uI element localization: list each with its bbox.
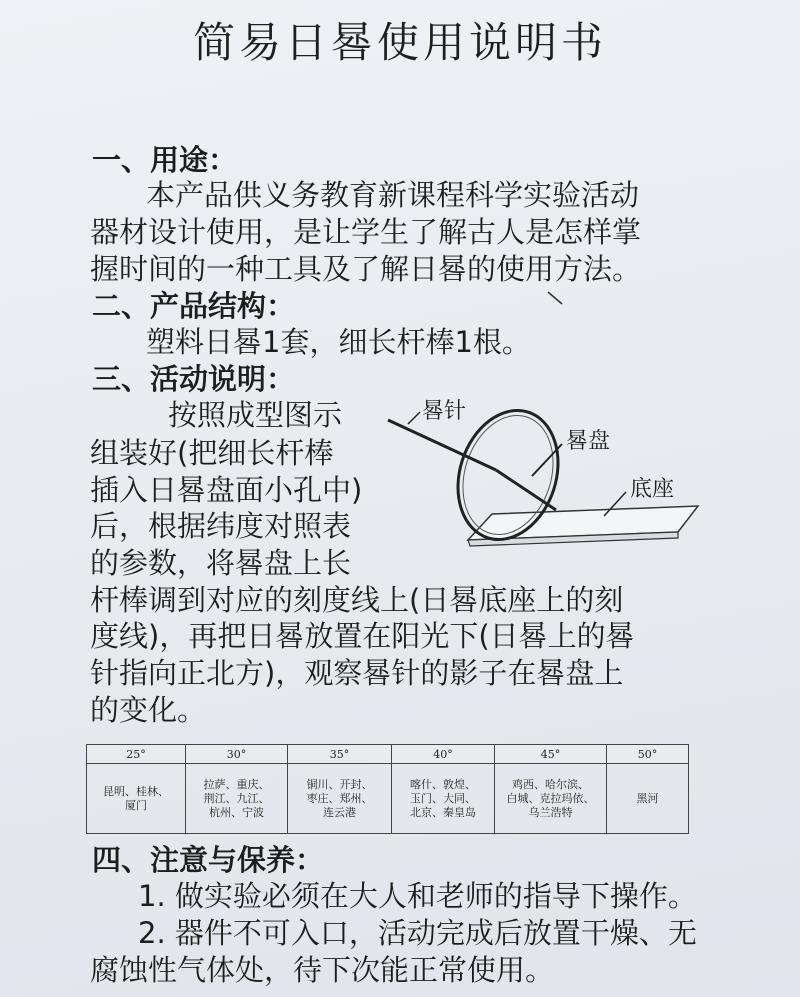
latitude-header: 35°	[288, 745, 392, 764]
paragraph-line: 度线)，再把日晷放置在阳光下(日晷上的晷	[90, 619, 635, 653]
latitude-header: 45°	[495, 745, 607, 764]
paragraph-line: 塑料日晷1套，细长杆棒1根。	[146, 325, 531, 359]
sundial-diagram	[380, 398, 700, 558]
needle-label: 晷针	[422, 399, 467, 424]
latitude-header: 40°	[392, 745, 495, 764]
city-cell: 铜川、开封、 枣庄、郑州、 连云港	[288, 764, 392, 834]
latitude-table	[86, 744, 689, 834]
paragraph-line: 的参数，将晷盘上长	[90, 546, 352, 580]
paragraph-line: 本产品供义务教育新课程科学实验活动	[146, 178, 640, 212]
paragraph-line: 针指向正北方)，观察晷针的影子在晷盘上	[90, 656, 624, 690]
city-cell: 鸡西、哈尔滨、 白城、克拉玛依、 乌兰浩特	[495, 764, 607, 834]
section-heading-care: 四、注意与保养：	[92, 843, 325, 877]
paragraph-line: 握时间的一种工具及了解日晷的使用方法。	[90, 252, 642, 286]
page-title: 简易日晷使用说明书	[192, 18, 607, 67]
paragraph-line: 插入日晷盘面小孔中)	[90, 473, 363, 507]
city-cell: 喀什、敦煌、 玉门、大同、 北京、秦皇岛	[392, 764, 495, 834]
paragraph-line: 杆棒调到对应的刻度线上(日晷底座上的刻	[90, 583, 624, 617]
paragraph-line: 1. 做实验必须在大人和老师的指导下操作。	[138, 879, 697, 913]
paragraph-line: 器材设计使用，是让学生了解古人是怎样掌	[90, 215, 642, 249]
city-cell: 昆明、桂林、 厦门	[87, 764, 186, 834]
needle-rod-back	[496, 470, 556, 510]
base-label: 底座	[630, 477, 675, 502]
city-cell: 拉萨、重庆、 荆江、九江、 杭州、宁波	[186, 764, 288, 834]
paragraph-line: 后，根据纬度对照表	[90, 509, 352, 543]
leader-needle	[408, 412, 420, 424]
latitude-header: 50°	[607, 745, 689, 764]
paragraph-line: 组装好(把细长杆棒	[90, 436, 334, 470]
latitude-header-row	[87, 745, 689, 764]
section-heading-usage: 一、用途：	[92, 143, 238, 177]
paragraph-line: 按照成型图示	[168, 398, 343, 432]
paragraph-line: 2. 器件不可入口，活动完成后放置干燥、无	[138, 916, 697, 950]
section-heading-structure: 二、产品结构：	[92, 289, 296, 323]
latitude-header: 25°	[87, 745, 186, 764]
paragraph-line: 腐蚀性气体处，待下次能正常使用。	[90, 953, 555, 987]
latitude-header: 30°	[186, 745, 288, 764]
city-cell: 黑河	[607, 764, 689, 834]
section-heading-activity: 三、活动说明：	[92, 362, 296, 396]
stray-mark	[546, 290, 564, 308]
city-row	[87, 764, 689, 834]
paragraph-line: 的变化。	[90, 693, 207, 727]
dial-label: 晷盘	[566, 429, 611, 454]
